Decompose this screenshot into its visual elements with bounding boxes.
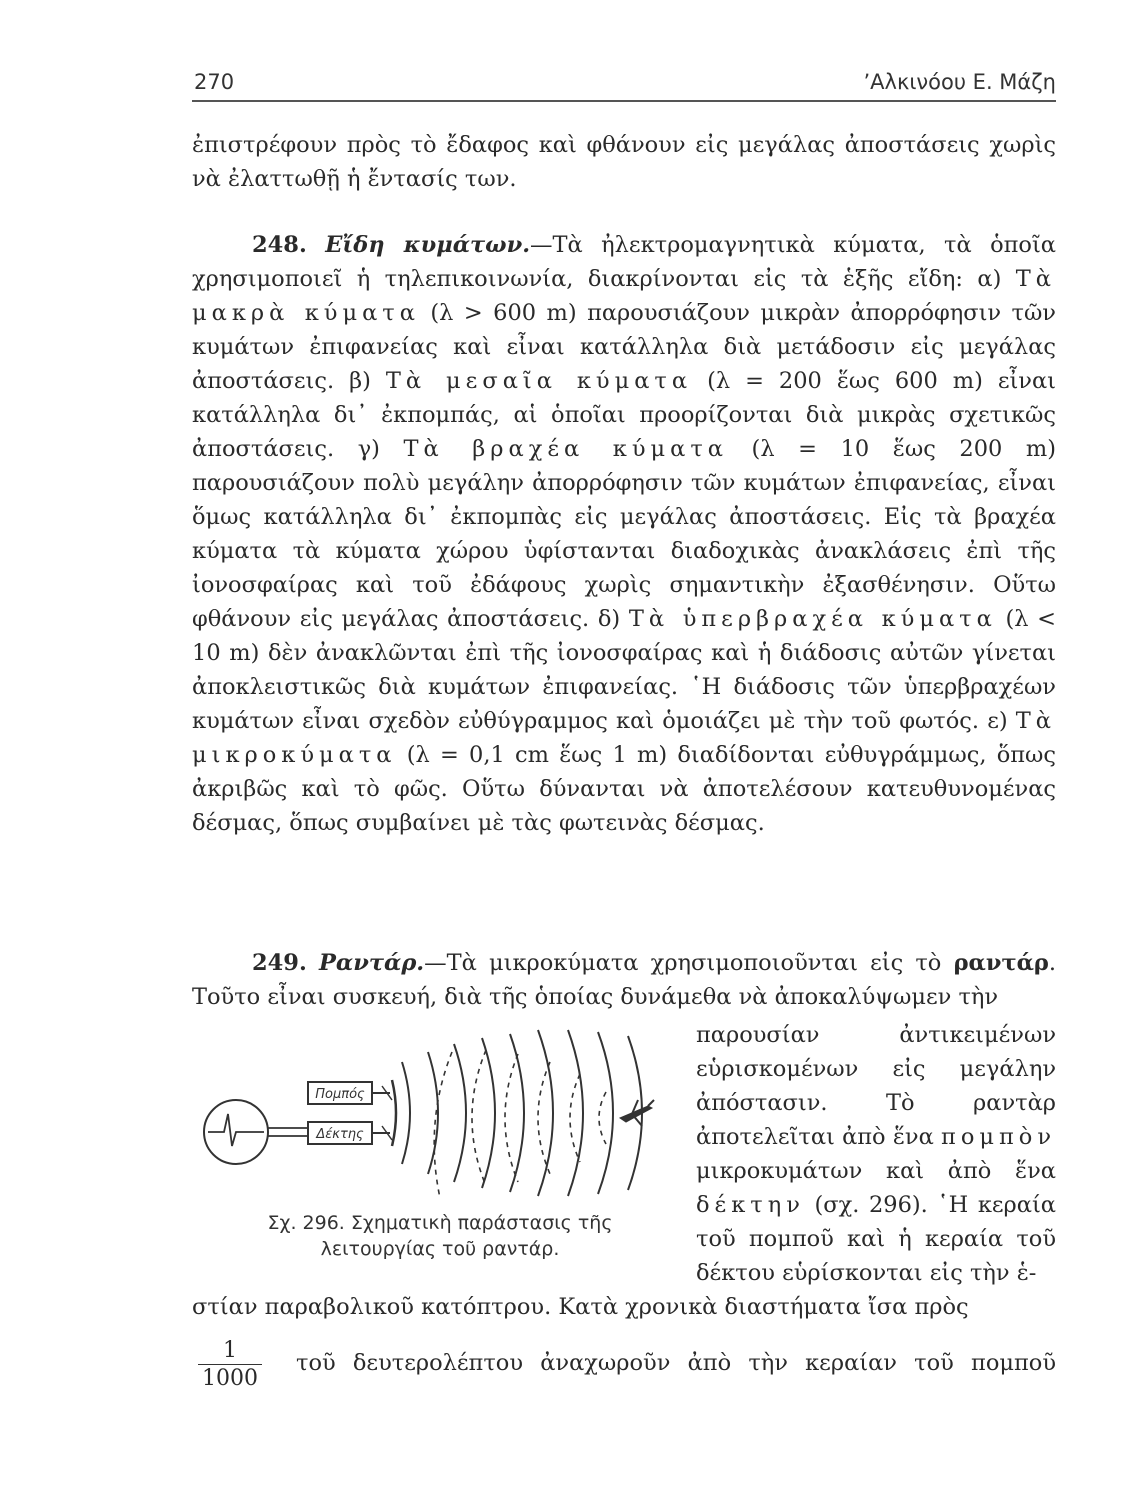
intro-text: ἐπιστρέφουν πρὸς τὸ ἔδαφος καὶ φθάνουν εἰς μεγάλας ἀποστάσεις χωρὶς νὰ ἐλαττωθῇ ἡ ἔντασίς των. [192, 132, 1056, 192]
section-248-text-6: (λ = 0,1 cm ἕως 1 m) διαδίδονται εὐθυγράμμως, ὅπως ἀκριβῶς καὶ τὸ φῶς. Οὕτω δύνανται νὰ ἀποτελέσουν κατευθυνομένας δέσμας, ὅπως συμβαίνει μὲ τὰς φωτεινὰς δέσμας. [192, 742, 1057, 836]
fraction [198, 1338, 262, 1393]
intro-paragraph [192, 128, 1056, 196]
term-radar: ραντάρ [953, 950, 1049, 976]
running-head: ʼΑλκινόου Ε. Μάζη [863, 70, 1056, 94]
transmitter-label: Πομπός [315, 1087, 365, 1102]
term-microwaves: Τὰ μικροκύματα [192, 708, 1056, 768]
figure-caption: Σχ. 296. Σχηματικὴ παράστασις τῆς λειτουργίας τοῦ ραντάρ. [267, 1212, 613, 1260]
term-short-waves: Τὰ βραχέα κύματα [403, 436, 728, 462]
side-text-1: παρουσίαν ἀντικειμένων εὑρισκομένων εἰς μεγάλην ἀπόστασιν. Τὸ ραντὰρ ἀποτελεῖται ἀπὸ ἕνα [696, 1022, 1056, 1150]
term-receiver: δέκτην [696, 1192, 805, 1218]
term-long-waves: Τὰ μακρὰ κύματα [192, 266, 1056, 326]
term-medium-waves: Τὰ μεσαῖα κύματα [385, 368, 693, 394]
section-249-text-2: . Τοῦτο εἶναι συσκευή, διὰ τῆς ὁποίας δυνάμεθα νὰ ἀποκαλύψωμεν τὴν [192, 950, 1057, 1010]
section-248-text-2: (λ > 600 m) παρουσιάζουν μικρὰν ἀπορρόφησιν τῶν κυμάτων ἐπιφανείας καὶ εἶναι κατάλληλα διὰ μετάδοσιν εἰς μεγάλας ἀποστάσεις. β) [192, 300, 1056, 394]
section-248-text-4: (λ = 10 ἕως 200 m) παρουσιάζουν πολὺ μεγάλην ἀπορρόφησιν τῶν κυμάτων ἐπιφανείας, εἶναι ὅμως κατάλληλα δι᾽ ἐκπομπὰς εἰς μεγάλας ἀποστάσεις. Εἰς τὰ βραχέα κύματα τὰ κύματα χώρου ὑφίστανται διαδοχικὰς ἀνακλάσεις ἐπὶ τῆς ἰονοσφαίρας καὶ τοῦ ἐδάφους χωρὶς σημαντικὴν ἐξασθένησιν. Οὕτω φθάνουν εἰς μεγάλας ἀποστάσεις. δ) [192, 436, 1057, 632]
section-248-text-3: (λ = 200 ἕως 600 m) εἶναι κατάλληλα δι᾽ ἐκπομπάς, αἱ ὁποῖαι προορίζονται διὰ μικρὰς σχετικῶς ἀποστάσεις. γ) [192, 368, 1057, 462]
section-248-text-1: —Τὰ ἠλεκτρομαγνητικὰ κύματα, τὰ ὁποῖα χρησιμοποιεῖ ἡ τηλεπικοινωνία, διακρίνονται εἰς τὰ ἑξῆς εἴδη: α) [192, 232, 1056, 292]
page-number: 270 [194, 70, 235, 94]
section-249-continuation [192, 1290, 1056, 1324]
section-248-number: 248. [252, 232, 307, 258]
section-248 [192, 228, 1056, 840]
fraction-denominator: 1000 [202, 1366, 258, 1391]
radar-diagram [196, 1022, 686, 1212]
section-249 [192, 946, 1056, 1014]
term-transmitter: πομπὸν [941, 1124, 1056, 1150]
fraction-line-text: τοῦ δευτερολέπτου ἀναχωροῦν ἀπὸ τὴν κεραίαν τοῦ πομποῦ [296, 1350, 1056, 1376]
antenna-icon [392, 1080, 396, 1146]
section-249-title: Ραντάρ. [319, 950, 425, 976]
section-249-number: 249. [252, 950, 307, 976]
fraction-numerator: 1 [198, 1338, 262, 1365]
aircraft-icon [620, 1100, 654, 1126]
pulse-trace [208, 1114, 264, 1146]
page-header [192, 64, 1056, 102]
side-text-2: μικροκυμάτων καὶ ἀπὸ ἕνα [696, 1158, 1056, 1184]
outgoing-waves [402, 1030, 642, 1196]
receiver-label: Δέκτης [316, 1127, 364, 1142]
fraction-line [192, 1338, 1056, 1398]
continuation-text: στίαν παραβολικοῦ κατόπτρου. Κατὰ χρονικὰ διαστήματα ἴσα πρὸς [192, 1294, 969, 1320]
section-249-text-1: —Τὰ μικροκύματα χρησιμοποιοῦνται εἰς τὸ [424, 950, 942, 976]
term-ultrashort-waves: Τὰ ὑπερβραχέα κύματα [628, 606, 997, 632]
section-249-side-column [696, 1018, 1056, 1290]
side-text-3: (σχ. 296). ῾Η κεραία τοῦ πομποῦ καὶ ἡ κεραία τοῦ δέκτου εὑρίσκονται εἰς τὴν ἑ- [696, 1192, 1056, 1286]
section-248-text-5: (λ < 10 m) δὲν ἀνακλῶνται ἐπὶ τῆς ἰονοσφαίρας καὶ ἡ διάδοσις αὐτῶν γίνεται ἀποκλειστικῶς διὰ κυμάτων ἐπιφανείας. ῾Η διάδοσις τῶν ὑπερβραχέων κυμάτων εἶναι σχεδὸν εὐθύγραμμος καὶ ὁμοιάζει μὲ τὴν τοῦ φωτός. ε) [192, 606, 1057, 734]
section-248-title: Εἴδη κυμάτων. [325, 232, 531, 258]
